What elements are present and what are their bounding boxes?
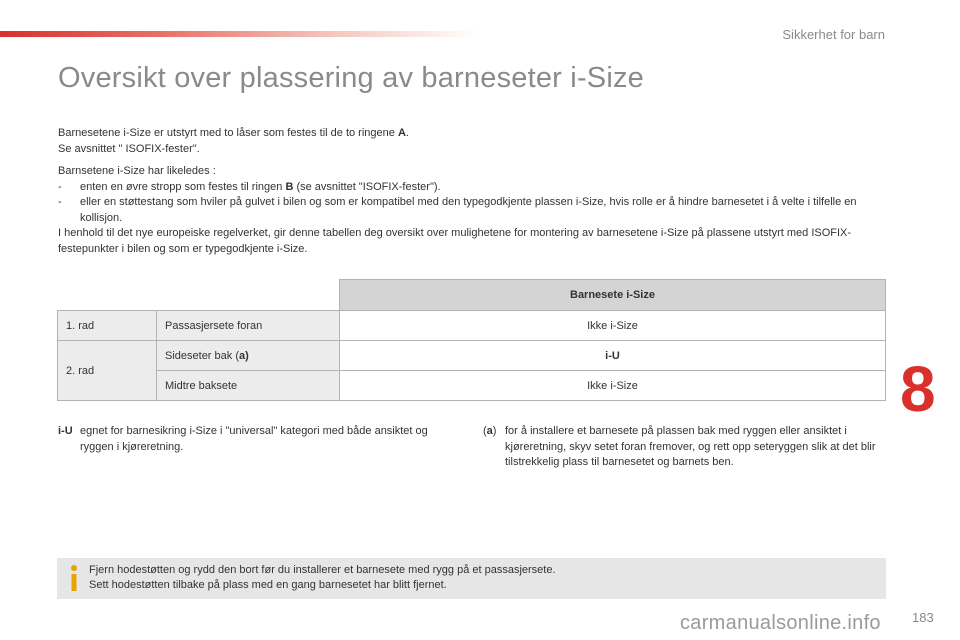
legend-note-iu <box>58 424 458 455</box>
page-number: 183 <box>912 610 934 625</box>
isize-table <box>57 279 886 401</box>
info-line-2: Sett hodestøtten tilbake på plass med en gang barnesetet har blitt fjernet. <box>89 579 447 591</box>
legend-text: for å installere et barnesete på plassen bak med ryggen eller ansiktet i kjøreretning, skyv setet foran fremover, og rett opp seteryggen slik at det blir tilstrekkelig plass til barnesetet og barnets ben. <box>505 425 876 468</box>
table-seat-cell: Passasjersete foran <box>157 311 340 341</box>
table-header-isize: Barnesete i-Size <box>340 280 886 311</box>
features-paragraph <box>58 164 888 257</box>
intro-line-1: Barnesetene i-Size er utstyrt med to låser som festes til de to ringene A. <box>58 127 409 139</box>
table-row <box>58 341 886 371</box>
features-closing: I henhold til det nye europeiske regelverket, gir denne tabellen deg oversikt over mulighetene for montering av barnesetene i-Size på plassene utstyrt med ISOFIX-festepunkter i bilen og som er typegodkjente i-Size. <box>58 227 852 255</box>
table-row-label: 2. rad <box>58 341 157 401</box>
intro-line-2: Se avsnittet " ISOFIX-fester". <box>58 142 200 155</box>
table-value-cell: i-U <box>340 341 886 371</box>
table-value-cell: Ikke i-Size <box>340 371 886 401</box>
table-header-blank <box>157 280 340 311</box>
table-value-cell: Ikke i-Size <box>340 311 886 341</box>
info-line-1: Fjern hodestøtten og rydd den bort før du installerer et barnesete med rygg på et passasjersete. <box>89 564 556 576</box>
legend-text: egnet for barnesikring i-Size i "universal" kategori med både ansiktet og ryggen i kjøreretning. <box>80 425 428 453</box>
chapter-number: 8 <box>900 353 936 425</box>
info-text <box>89 563 556 593</box>
legend-key: i-U <box>58 425 73 437</box>
table-seat-cell: Sideseter bak (a) <box>157 341 340 371</box>
table-row <box>58 371 886 401</box>
table-row-label: 1. rad <box>58 311 157 341</box>
legend-key: (a) <box>483 425 497 437</box>
watermark: carmanualsonline.info <box>680 612 881 634</box>
features-heading: Barnsetene i-Size har likeledes : <box>58 165 216 177</box>
features-item-2: - eller en støttestang som hviler på gulvet i bilen og som er kompatibel med den typegodkjente plassen i-Size, hvis rolle er å hindre barnesetet i å velte i tilfelle en kollisjon. <box>58 196 857 224</box>
info-icon <box>68 564 80 592</box>
table-row <box>58 311 886 341</box>
table-header-blank <box>58 280 157 311</box>
features-item-1: - enten en øvre stropp som festes til ringen B (se avsnittet "ISOFIX-fester"). <box>58 180 441 193</box>
section-title: Sikkerhet for barn <box>782 27 885 42</box>
header-accent-bar <box>0 31 480 37</box>
info-box <box>57 558 886 599</box>
page-title: Oversikt over plassering av barneseter i-Size <box>58 62 645 94</box>
table-seat-cell: Midtre baksete <box>157 371 340 401</box>
legend-note-a <box>483 424 888 471</box>
intro-paragraph <box>58 126 888 157</box>
